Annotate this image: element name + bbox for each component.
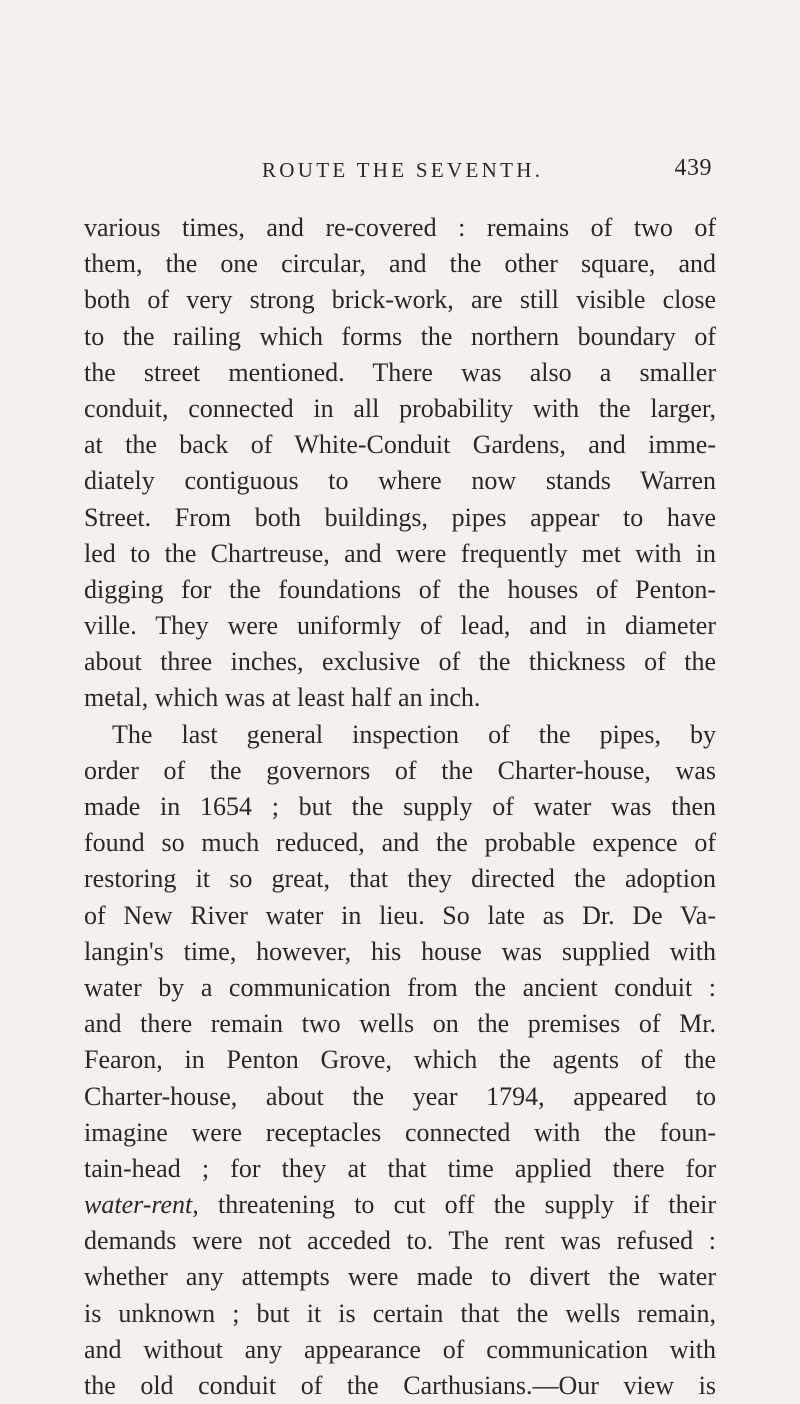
text-line: Charter-house, about the year 1794, appeared to <box>84 1081 716 1111</box>
page-number: 439 <box>674 155 712 181</box>
text-line: Fearon, in Penton Grove, which the agents of the <box>84 1045 716 1075</box>
text-line: imagine were receptacles connected with the foun- <box>84 1117 716 1147</box>
text-line: demands were not acceded to. The rent was refused : <box>84 1226 716 1256</box>
text-line: tain-head ; for they at that time applied there for <box>84 1153 716 1183</box>
text-line: various times, and re-covered : remains of two of <box>84 213 716 242</box>
text-line: the old conduit of the Carthusians.—Our view is <box>84 1371 716 1400</box>
text-line: the street mentioned. There was also a smaller <box>84 357 716 387</box>
text-line: them, the one circular, and the other square, and <box>84 249 716 279</box>
text-line: found so much reduced, and the probable expence of <box>84 828 716 858</box>
text-line: and there remain two wells on the premises of Mr. <box>84 1009 716 1039</box>
text-line: metal, which was at least half an inch. <box>84 683 481 713</box>
text-line: to the railing which forms the northern boundary of <box>84 321 716 351</box>
text-line: led to the Chartreuse, and were frequently met with in <box>84 538 716 568</box>
text-line: at the back of White-Conduit Gardens, and imme- <box>84 430 716 460</box>
running-title: ROUTE THE SEVENTH. <box>262 158 544 182</box>
text-line: of New River water in lieu. So late as Dr. De Va- <box>84 900 716 930</box>
running-head <box>262 155 712 194</box>
text-line: about three inches, exclusive of the thickness of the <box>84 647 716 677</box>
text-line: ville. They were uniformly of lead, and in diameter <box>84 611 716 641</box>
text-line: made in 1654 ; but the supply of water was then <box>84 792 716 821</box>
paragraph-start-line: The last general inspection of the pipes, by <box>112 719 716 749</box>
body-text <box>84 210 716 1404</box>
text-line: water by a communication from the ancient conduit : <box>84 972 716 1002</box>
text-line: is unknown ; but it is certain that the wells remain, <box>84 1298 716 1328</box>
text-line: digging for the foundations of the houses of Penton- <box>84 574 716 604</box>
text-line: Street. From both buildings, pipes appear to have <box>84 502 716 532</box>
text-line: langin's time, however, his house was supplied with <box>84 936 716 966</box>
text-line: and without any appearance of communication with <box>84 1334 716 1364</box>
text-line: conduit, connected in all probability with the larger, <box>84 393 716 423</box>
text-line: both of very strong brick-work, are still visible close <box>84 285 716 315</box>
italic-phrase: water-rent, <box>84 1190 199 1220</box>
text-line-remainder: threatening to cut off the supply if their <box>218 1190 716 1220</box>
text-line: diately contiguous to where now stands Warren <box>84 466 716 496</box>
text-line: order of the governors of the Charter-house, was <box>84 755 716 785</box>
text-line: whether any attempts were made to divert the water <box>84 1262 716 1292</box>
text-line: restoring it so great, that they directed the adoption <box>84 864 716 894</box>
text-line-with-italic <box>84 1187 716 1223</box>
